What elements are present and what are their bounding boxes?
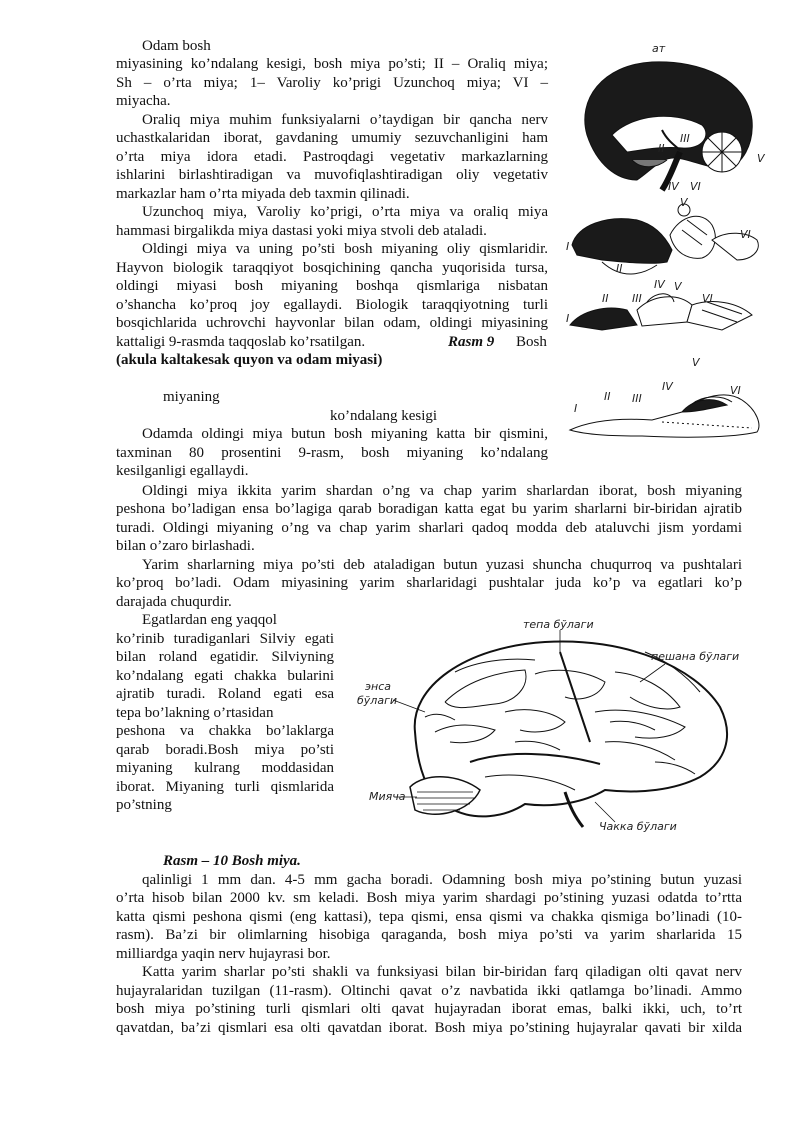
- text-line: miyaning: [163, 389, 220, 405]
- figure-10-brain-lateral: [355, 612, 755, 842]
- lizard-brain-section: [570, 294, 752, 330]
- text-line: bilan roland egatidir. Silviyning: [116, 649, 334, 665]
- fig9-label: V: [692, 356, 700, 369]
- fig9-label: I: [566, 240, 570, 253]
- figure-9-caption-subtitle: (akula kaltakesak quyon va odam miyasi): [116, 352, 383, 368]
- cerebellum: [410, 777, 480, 814]
- text-line: peshona bo’ladigan ensa bo’lagiga qarab boradigan katta egat bu yarim sharlarni bir-biridan ajratib: [116, 501, 742, 517]
- shark-brain-section: [570, 395, 759, 437]
- human-brain-section: [585, 62, 752, 190]
- text-line: Yarim sharlarning miya po’sti deb ataladigan butun yuzasi shuncha chuqurroq va pushtalari: [142, 557, 742, 573]
- text-line: miyaning kulrang moddasidan: [116, 760, 334, 776]
- text-line: oldingi miyasi bosh miyaning boshqa qismlariga nisbatan: [116, 278, 548, 294]
- text-line: Oldingi miya va uning po’sti bosh miyaning oliy qismlaridir.: [142, 241, 548, 257]
- text-line: ko’proq bo’ladi. Odam miyasining yarim sharlaridagi pushtalar juda ko’p va egatlari ko’p: [116, 575, 742, 591]
- text-line: rasm). Ba’zi bir olimlarning hisobiga qaraganda, bosh miya po’sti va yarim sharlarida 15: [116, 927, 742, 943]
- text-line: ajratib turadi. Roland egati esa: [116, 686, 334, 702]
- text-line: ishlarini birlashtiradigan va muvofiqlashtiradigan oliy vegetativ: [116, 167, 548, 183]
- text-line: ko’rinib turadiganlari Silviy egati: [116, 631, 334, 647]
- text-line: qalinligi 1 mm dan. 4-5 mm gacha boradi. Odamning bosh miya po’stining butun yuzasi: [142, 872, 742, 888]
- rabbit-brain-section: [572, 204, 758, 274]
- fig9-label: V: [757, 152, 765, 165]
- text-line: Oraliq miya muhim funksiyalarni o’taydigan bir qancha nerv: [142, 112, 548, 128]
- text-line: iborat. Miyaning turli qismlarida: [116, 779, 334, 795]
- figure-10-caption: Rasm – 10 Bosh miya.: [163, 853, 301, 869]
- text-line: tepa bo’lakning o’rtasidan: [116, 705, 274, 721]
- text-line: Uzunchoq miya, Varoliy ko’prigi, o’rta miya va oraliq miya: [142, 204, 548, 220]
- label-temporal-lobe: Чакка бўлаги: [599, 820, 677, 833]
- fig9-label: V: [674, 280, 682, 293]
- figure-9-svg: [562, 40, 772, 450]
- fig9-label: VI: [702, 292, 713, 305]
- text-line: bosqichlarida uchrovchi hayvonlar bilan odam, oldingi miyasining: [116, 315, 548, 331]
- label-cerebellum: Мияча: [369, 790, 406, 803]
- text-line: Egatlardan eng yaqqol: [142, 612, 277, 628]
- text-line: Odam bosh: [142, 38, 211, 54]
- text-line: Katta yarim sharlar po’sti shakli va funksiyasi bilan bir-biridan farq qiladigan olti qavat nerv: [142, 964, 742, 980]
- text-line: o’shancha ko’proq joy egallaydi. Biologik taraqqiyotning turli: [116, 297, 548, 313]
- fig9-label: IV: [668, 180, 679, 193]
- fig9-label: II: [604, 390, 611, 403]
- fig9-label: I: [574, 402, 578, 415]
- figure-9-brain-sections: [562, 40, 772, 450]
- figure-10-svg: [355, 612, 755, 842]
- fig9-label: IV: [654, 278, 665, 291]
- fig9-label: VI: [690, 180, 701, 193]
- fig9-label: V: [680, 196, 688, 209]
- fig9-label: II: [616, 262, 623, 275]
- text-line: kesilganligi egallaydi.: [116, 463, 249, 479]
- fig9-label: ат: [652, 42, 666, 55]
- text-line: milliardga yaqin nerv hujayrasi bor.: [116, 946, 331, 962]
- label-occipital-lobe-2: бўлаги: [357, 694, 397, 707]
- text-line: miyacha.: [116, 93, 171, 109]
- text-line: kattaligi 9-rasmda taqqoslab ko’rsatilgan.: [116, 334, 366, 350]
- text-line: taxminan 80 prosentini 9-rasm, bosh miyaning ko’ndalang: [116, 445, 548, 461]
- text-line: ko’ndalang kesigi: [330, 408, 438, 424]
- text-line: bosh miya po’stining turli qismlari olti qavat hujayradan iborat emas, balki ikki, uch, to’rt: [116, 1001, 742, 1017]
- fig9-label: II: [602, 292, 609, 305]
- text-line: qarab boradi.Bosh miya po’sti: [116, 742, 334, 758]
- text-line: markazlar ham o’rta miyada deb taxmin qilinadi.: [116, 186, 410, 202]
- figure-9-caption-cont: Bosh: [516, 334, 547, 350]
- text-line: Hayvon biologik taraqqiyot bosqichining qancha yuqorisida tursa,: [116, 260, 548, 276]
- text-line: ko’ndalang egati chakka bularini: [116, 668, 334, 684]
- label-occipital-lobe: энса: [365, 680, 392, 693]
- fig9-label: I: [566, 312, 570, 325]
- text-line: darajada chuqurdir.: [116, 594, 232, 610]
- text-line: o’rta miya idora etadi. Pastroqdagi vegetativ markazlarning: [116, 149, 548, 165]
- text-line: katta qismi peshona qismi (eng kattasi), tepa qismi, ensa qismi va chakka qismiga bo’linadi (10-: [116, 909, 742, 925]
- text-line: uchastkalaridan iborat, gavdaning umumiy sezuvchanligini ham: [116, 130, 548, 146]
- text-line: bilan o’zaro birlashadi.: [116, 538, 255, 554]
- text-line: turadi. Oldingi miyaning o’ng va chap yarim sharlari qadoq modda deb ataluvchi jism yordami: [116, 520, 742, 536]
- figure-9-caption: Rasm 9: [448, 334, 495, 350]
- fig9-label: II: [658, 142, 665, 155]
- text-line: po’stning: [116, 797, 172, 813]
- text-line: hujayralaridan tuzilgan (11-rasm). Oltinchi qavat o’z navbatida ikki qatlamga bo’linadi. Ammo: [116, 983, 742, 999]
- fig9-label: VI: [740, 228, 751, 241]
- text-line: o’rta hisob bilan 2000 kv. sm keladi. Bosh miya yarim shardagi po’stining yuzasi odatda to’rtta: [116, 890, 742, 906]
- fig9-label: III: [632, 392, 642, 405]
- text-line: Odamda oldingi miya butun bosh miyaning katta bir qismini,: [142, 426, 548, 442]
- text-line: peshona va chakka bo’laklarga: [116, 723, 334, 739]
- fig9-label: VI: [730, 384, 741, 397]
- fig9-label: III: [632, 292, 642, 305]
- label-parietal-lobe: тепа бўлаги: [523, 618, 594, 631]
- brain-stem: [565, 792, 583, 827]
- text-line: miyasining ko’ndalang kesigi, bosh miya po’sti; II – Oraliq miya;: [116, 56, 548, 72]
- fig9-label: IV: [662, 380, 673, 393]
- label-frontal-lobe: пешана бўлаги: [651, 650, 740, 663]
- text-line: Oldingi miya ikkita yarim shardan o’ng va chap yarim sharlardan iborat, bosh miyaning: [142, 483, 742, 499]
- text-line: qavatdan, ba’zi qismlari esa olti qavatdan iborat. Bosh miya po’stining hujayralar qavati bir xilda: [116, 1020, 742, 1036]
- text-line: hammasi birgalikda miya dastasi yoki miya stvoli deb ataladi.: [116, 223, 487, 239]
- text-line: Sh – o’rta miya; 1– Varoliy ko’prigi Uzunchoq miya; VI –: [116, 75, 548, 91]
- fig9-label: III: [680, 132, 690, 145]
